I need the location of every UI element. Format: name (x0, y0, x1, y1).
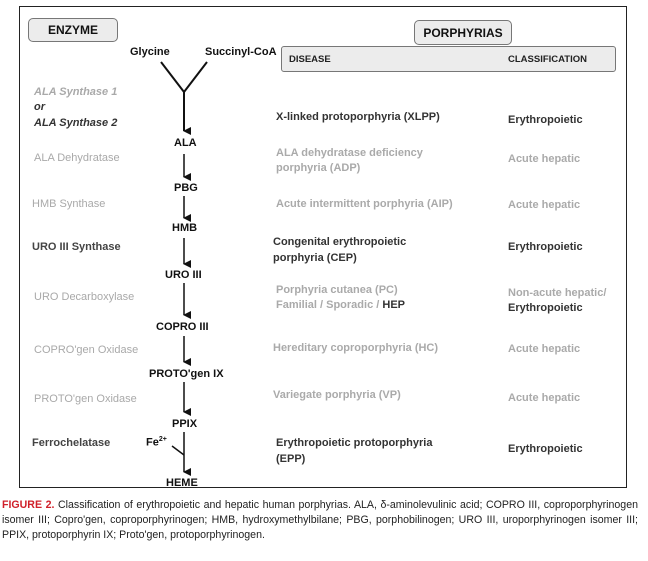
iron-label: $Fe^{2+}$ (146, 436, 167, 449)
succinyl-coa-label: Succinyl-CoA (205, 46, 277, 58)
classification-adp: Acute hepatic (508, 153, 581, 165)
porphyrias-header: PORPHYRIAS (414, 20, 512, 45)
enzyme-or-label: or (34, 101, 45, 113)
enzyme-ferrochelatase: Ferrochelatase (32, 437, 111, 449)
metabolite-uro-iii: URO III (165, 269, 202, 281)
disease-column-header: DISEASE (289, 53, 331, 65)
enzyme-uro-iii-synthase: URO III Synthase (32, 241, 121, 253)
classification-pc-line-1: Non-acute hepatic/ (508, 287, 607, 299)
classification-vp: Acute hepatic (508, 392, 581, 404)
enzyme-ala-synthase-1: ALA Synthase 1 (34, 86, 118, 98)
disease-xlpp: X-linked protoporphyria (XLPP) (276, 111, 440, 123)
classification-cep: Erythropoietic (508, 241, 583, 253)
iron-insertion-line (172, 446, 184, 455)
metabolite-copro-iii: COPRO III (156, 321, 209, 333)
enzyme-ala-dehydratase: ALA Dehydratase (34, 152, 120, 164)
enzyme-header: ENZYME (28, 18, 118, 42)
succinyl-coa-branch-line (184, 62, 207, 92)
disease-header-bar (281, 46, 616, 72)
figure-label: FIGURE 2. (2, 499, 55, 511)
disease-hc: Hereditary coproporphyria (HC) (273, 342, 439, 354)
enzyme-coprogen-oxidase: COPRO'gen Oxidase (34, 344, 139, 356)
disease-adp-line-1: ALA dehydratase deficiency (276, 147, 423, 159)
classification-pc-line-2: Erythropoietic (508, 302, 583, 314)
caption-text: Classification of erythropoietic and hepatic human porphyrias. ALA, δ-aminolevulinic acid; COPRO III, coproporphyrinogen isomer III; Copro'gen, coproporphyrinogen; HMB, hydroxymethylbilane; PBG, porphobilinogen; URO III, uroporphyrinogen isomer III; PPIX, protoporphyrin IX; Proto'gen, protoporphyrinogen. (2, 499, 638, 541)
figure-caption (2, 498, 638, 543)
disease-hep: HEP (382, 299, 405, 311)
classification-xlpp: Erythropoietic (508, 114, 583, 126)
classification-column-header: CLASSIFICATION (508, 53, 587, 65)
metabolite-heme: HEME (166, 477, 198, 489)
classification-epp: Erythropoietic (508, 443, 583, 455)
disease-cep-line-2: porphyria (CEP) (273, 252, 357, 264)
metabolite-protogen-ix: PROTO'gen IX (149, 368, 224, 380)
disease-pc-line-2: Familial / Sporadic / HEP (276, 299, 405, 311)
classification-hc: Acute hepatic (508, 343, 581, 355)
metabolite-pbg: PBG (174, 182, 198, 194)
disease-pc-line-1: Porphyria cutanea (PC) (276, 284, 398, 296)
metabolite-ppix: PPIX (172, 418, 198, 430)
metabolite-ala: ALA (174, 137, 197, 149)
enzyme-protogen-oxidase: PROTO'gen Oxidase (34, 393, 137, 405)
disease-vp: Variegate porphyria (VP) (273, 389, 401, 401)
glycine-branch-line (161, 62, 184, 92)
disease-epp-line-1: Erythropoietic protoporphyria (276, 437, 433, 449)
enzyme-ala-synthase-2: ALA Synthase 2 (34, 117, 118, 129)
disease-adp-line-2: porphyria (ADP) (276, 162, 361, 174)
glycine-label: Glycine (130, 46, 170, 58)
enzyme-uro-decarboxylase: URO Decarboxylase (34, 291, 135, 303)
enzyme-hmb-synthase: HMB Synthase (32, 198, 106, 210)
disease-aip: Acute intermittent porphyria (AIP) (276, 198, 453, 210)
disease-epp-line-2: (EPP) (276, 453, 306, 465)
disease-cep-line-1: Congenital erythropoietic (273, 236, 407, 248)
metabolite-hmb: HMB (172, 222, 198, 234)
classification-aip: Acute hepatic (508, 199, 581, 211)
